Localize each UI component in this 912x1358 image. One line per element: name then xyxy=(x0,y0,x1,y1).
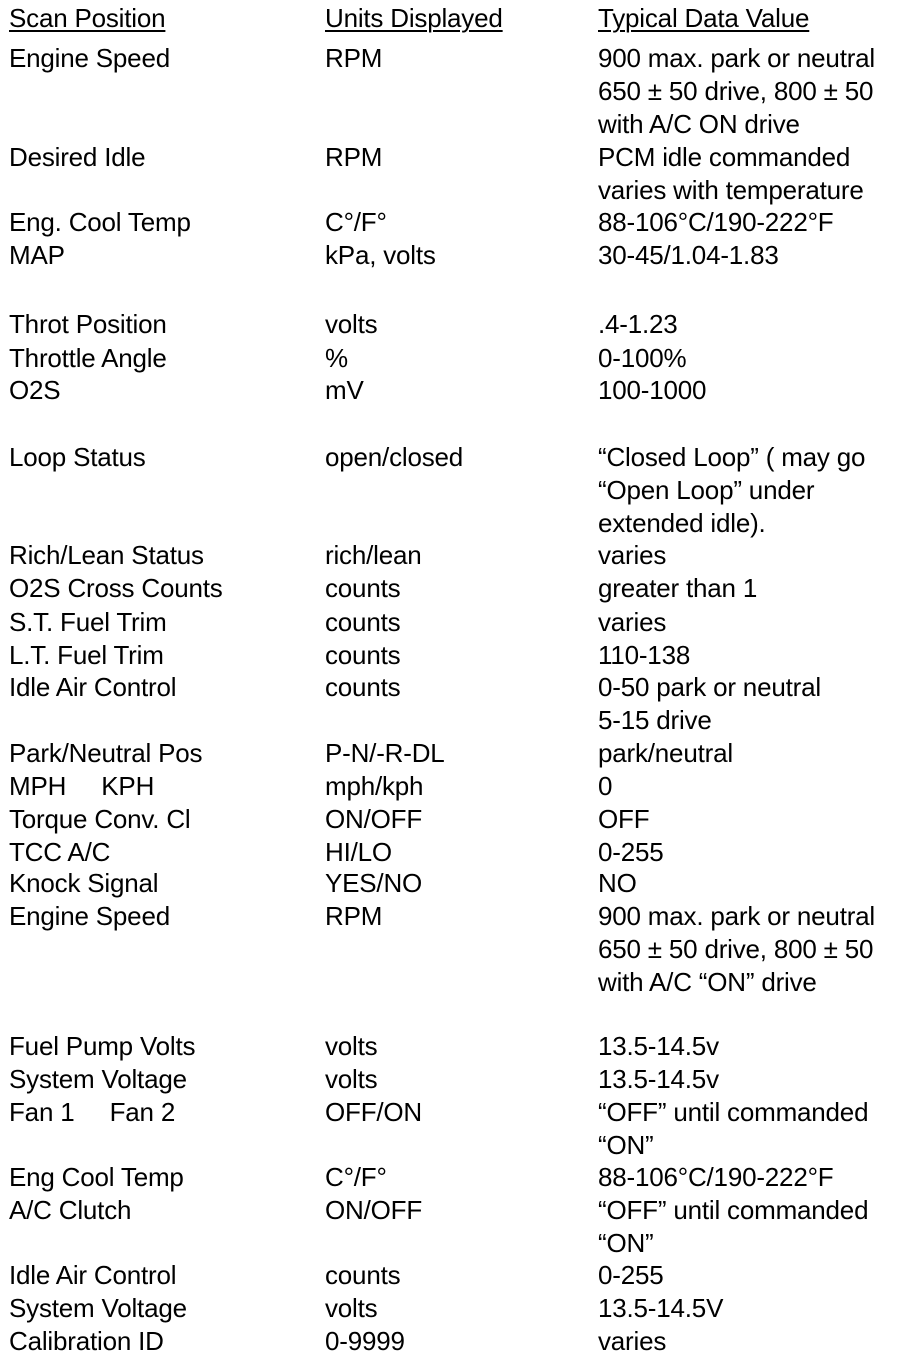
typical-value-line: “OFF” until commanded xyxy=(598,1195,869,1225)
units-cell: YES/NO xyxy=(325,868,423,898)
units-cell: C°/F° xyxy=(325,1162,387,1192)
typical-value-line: with A/C ON drive xyxy=(598,109,800,139)
units-cell: volts xyxy=(325,1064,378,1094)
units-cell: P-N/-R-DL xyxy=(325,738,445,768)
scan-position-cell: S.T. Fuel Trim xyxy=(9,607,167,637)
scan-position-cell: Torque Conv. Cl xyxy=(9,804,191,834)
scan-position-cell: O2S Cross Counts xyxy=(9,573,223,603)
units-cell: counts xyxy=(325,640,401,670)
units-cell: open/closed xyxy=(325,442,464,472)
units-cell: rich/lean xyxy=(325,540,422,570)
typical-value-line: 110-138 xyxy=(598,640,691,670)
units-cell: counts xyxy=(325,672,401,702)
units-cell: ON/OFF xyxy=(325,804,423,834)
units-cell: ON/OFF xyxy=(325,1195,423,1225)
scan-position-cell: Rich/Lean Status xyxy=(9,540,204,570)
units-cell: volts xyxy=(325,1293,378,1323)
typical-value-line: “ON” xyxy=(598,1130,654,1160)
typical-value-line: varies xyxy=(598,607,667,637)
units-cell: counts xyxy=(325,573,401,603)
typical-value-line: park/neutral xyxy=(598,738,733,768)
typical-value-line: 30-45/1.04-1.83 xyxy=(598,240,779,270)
units-cell: kPa, volts xyxy=(325,240,436,270)
scan-position-cell: Eng Cool Temp xyxy=(9,1162,184,1192)
typical-value-line: 0-50 park or neutral xyxy=(598,672,821,702)
typical-value-line: 13.5-14.5v xyxy=(598,1064,719,1094)
scan-position-cell: L.T. Fuel Trim xyxy=(9,640,164,670)
header-scan-position: Scan Position xyxy=(9,3,166,33)
typical-value-line: 13.5-14.5v xyxy=(598,1031,719,1061)
units-cell: mV xyxy=(325,375,364,405)
typical-value-line: 13.5-14.5V xyxy=(598,1293,724,1323)
scan-position-cell: System Voltage xyxy=(9,1064,187,1094)
units-cell: 0-9999 xyxy=(325,1326,405,1356)
scan-position-cell: MAP xyxy=(9,240,65,270)
scan-position-cell: Calibration ID xyxy=(9,1326,164,1356)
scan-position-cell: Eng. Cool Temp xyxy=(9,207,191,237)
typical-value-line: .4-1.23 xyxy=(598,309,678,339)
scan-position-cell: Idle Air Control xyxy=(9,672,177,702)
scan-position-cell: System Voltage xyxy=(9,1293,187,1323)
header-units-displayed: Units Displayed xyxy=(325,3,503,33)
units-cell: % xyxy=(325,343,348,373)
units-cell: OFF/ON xyxy=(325,1097,423,1127)
typical-value-line: PCM idle commanded xyxy=(598,142,851,172)
units-cell: C°/F° xyxy=(325,207,387,237)
scan-position-cell: Throttle Angle xyxy=(9,343,167,373)
typical-value-line: 0-255 xyxy=(598,1260,664,1290)
typical-value-line: “OFF” until commanded xyxy=(598,1097,869,1127)
scan-position-cell: Idle Air Control xyxy=(9,1260,177,1290)
scan-position-cell: MPH KPH xyxy=(9,771,155,801)
scan-position-cell: Desired Idle xyxy=(9,142,146,172)
typical-value-line: varies xyxy=(598,540,667,570)
typical-value-line: 900 max. park or neutral xyxy=(598,43,876,73)
units-cell: mph/kph xyxy=(325,771,424,801)
scan-position-cell: TCC A/C xyxy=(9,837,111,867)
units-cell: RPM xyxy=(325,142,383,172)
typical-value-line: 88-106°C/190-222°F xyxy=(598,1162,834,1192)
scan-position-cell: O2S xyxy=(9,375,61,405)
typical-value-line: 650 ± 50 drive, 800 ± 50 xyxy=(598,934,874,964)
scan-position-cell: Throt Position xyxy=(9,309,167,339)
units-cell: RPM xyxy=(325,901,383,931)
typical-value-line: greater than 1 xyxy=(598,573,758,603)
scan-position-cell: Engine Speed xyxy=(9,43,170,73)
scan-position-cell: Knock Signal xyxy=(9,868,159,898)
typical-value-line: OFF xyxy=(598,804,650,834)
typical-value-line: extended idle). xyxy=(598,508,766,538)
scan-position-cell: A/C Clutch xyxy=(9,1195,132,1225)
scan-position-cell: Park/Neutral Pos xyxy=(9,738,203,768)
units-cell: volts xyxy=(325,309,378,339)
typical-value-line: 900 max. park or neutral xyxy=(598,901,876,931)
units-cell: RPM xyxy=(325,43,383,73)
typical-value-line: “Open Loop” under xyxy=(598,475,815,505)
typical-value-line: 0 xyxy=(598,771,613,801)
typical-value-line: 5-15 drive xyxy=(598,705,712,735)
typical-value-line: with A/C “ON” drive xyxy=(598,967,817,997)
typical-value-line: NO xyxy=(598,868,637,898)
typical-value-line: 0-255 xyxy=(598,837,664,867)
typical-value-line: varies xyxy=(598,1326,667,1356)
typical-value-line: “Closed Loop” ( may go xyxy=(598,442,866,472)
scan-position-cell: Fan 1 Fan 2 xyxy=(9,1097,176,1127)
typical-value-line: “ON” xyxy=(598,1228,654,1258)
typical-value-line: varies with temperature xyxy=(598,175,864,205)
units-cell: volts xyxy=(325,1031,378,1061)
units-cell: counts xyxy=(325,1260,401,1290)
typical-value-line: 88-106°C/190-222°F xyxy=(598,207,834,237)
typical-value-line: 650 ± 50 drive, 800 ± 50 xyxy=(598,76,874,106)
units-cell: HI/LO xyxy=(325,837,392,867)
typical-value-line: 100-1000 xyxy=(598,375,707,405)
units-cell: counts xyxy=(325,607,401,637)
typical-value-line: 0-100% xyxy=(598,343,687,373)
header-typical-data-value: Typical Data Value xyxy=(598,3,810,33)
scan-position-cell: Engine Speed xyxy=(9,901,170,931)
scan-position-cell: Fuel Pump Volts xyxy=(9,1031,196,1061)
scan-position-cell: Loop Status xyxy=(9,442,146,472)
